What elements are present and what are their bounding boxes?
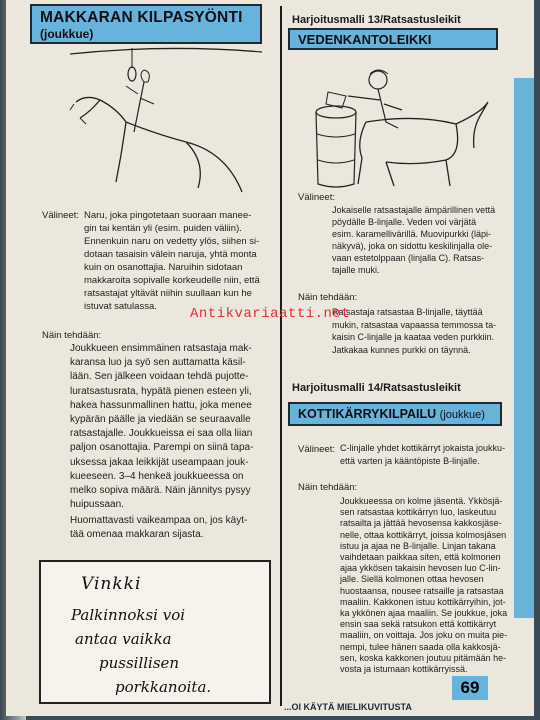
left-title: MAKKARAN KILPASYÖNTI bbox=[40, 9, 243, 26]
right-valineet-text bbox=[332, 204, 495, 276]
right-tehdaan14-label: Näin tehdään: bbox=[298, 482, 358, 493]
text-line: Jokaiselle ratsastajalle ämpärillinen vettä bbox=[332, 205, 496, 215]
text-line: Ratsastaja ratsastaa B-linjalle, täyttää bbox=[332, 307, 483, 317]
text-line: huostaansa, nousee ratsaille ja ratsastaa bbox=[340, 585, 504, 596]
left-huom-text bbox=[70, 514, 247, 542]
right-tehdaan-text bbox=[332, 306, 496, 356]
text-line: gin tai kentän yli (esim. puiden väliin). bbox=[84, 223, 242, 234]
right-header-13: Harjoitusmalli 13/Ratsastusleikit bbox=[292, 14, 461, 26]
text-line: kueeseen. 3–4 henkeä joukkueessa on bbox=[70, 470, 244, 482]
book-page bbox=[6, 0, 534, 716]
text-line: ajaa ykkösen takaisin hevosen luo C-lin- bbox=[340, 563, 501, 574]
text-line: istuvat satulassa. bbox=[84, 301, 157, 312]
text-line: luratsastusrata, hypätä pienen esteen yli, bbox=[70, 385, 252, 397]
text-line: lään. Sen jälkeen voidaan tehdä pujotte- bbox=[70, 371, 249, 383]
text-line: näkyvä), joka on sidottu keskilinjalla ole- bbox=[332, 241, 493, 251]
text-line: C-linjalle yhdet kottikärryt jokaista joukku- bbox=[340, 443, 506, 453]
text-line: ratsailta ja jättää hevosensa kakkosjäse- bbox=[340, 518, 502, 529]
text-line: Joukkueessa on kolme jäsentä. Ykkösjä- bbox=[340, 496, 503, 506]
note-title: Vinkki bbox=[81, 574, 142, 594]
text-line: dotaan tasaisin välein naruja, yhtä monta bbox=[84, 249, 257, 260]
text-line: mukin, ratsastaa vapaassa temmossa ta- bbox=[332, 319, 497, 330]
text-line: huipussaan. bbox=[70, 499, 124, 511]
note-line: antaa vaikka bbox=[75, 630, 172, 648]
text-line: kypärän päälle ja viedään se seuraavalle bbox=[70, 414, 251, 426]
text-line: että varten ja kääntöpiste B-linjalle. bbox=[340, 455, 480, 466]
handwritten-note bbox=[39, 560, 271, 704]
text-line: ratsastajalle. Joukkueissa ei saa olla liian bbox=[70, 428, 253, 440]
text-line: sen, koska kakkonen joutuu pitämään he- bbox=[340, 652, 507, 663]
text-line: esim. karamellivärillä. Muovipurkki (läpi- bbox=[332, 229, 492, 239]
horse-sausage-illustration bbox=[66, 42, 266, 197]
text-line: tää omenaa makkaran sijasta. bbox=[70, 529, 204, 540]
text-line: Joukkueen ensimmäinen ratsastaja mak- bbox=[70, 343, 252, 354]
text-line: tajalle muki. bbox=[332, 265, 380, 275]
column-divider bbox=[280, 6, 282, 706]
right-valineet14-label: Välineet: bbox=[298, 444, 335, 455]
water-carry-illustration bbox=[306, 62, 496, 190]
note-line: pussillisen bbox=[99, 654, 180, 672]
text-line: ka ykkönen ajaa maaliin. Se joukkue, joka bbox=[340, 608, 508, 619]
text-line: ensin saa sekä ratsukon että kottikärryt bbox=[340, 619, 497, 630]
right-valineet14-text bbox=[340, 442, 505, 467]
left-tehdaan-text bbox=[70, 342, 253, 512]
right-tehdaan-label: Näin tehdään: bbox=[298, 292, 358, 303]
text-line: Huomattavasti vaikeampaa on, jos käyt- bbox=[70, 515, 248, 526]
page-number: 69 bbox=[452, 676, 488, 700]
text-line: Jatkakaa kunnes purkki on täynnä. bbox=[332, 344, 471, 355]
left-subtitle: (joukkue) bbox=[40, 27, 94, 41]
right-title-14: KOTTIKÄRRYKILPAILU bbox=[298, 407, 437, 421]
text-line: ratsastajat yltävät niihin suullaan kun he bbox=[84, 288, 252, 299]
text-line: makkaroita sopivalle korkeudelle niin, että bbox=[84, 275, 260, 286]
text-line: kaisin C-linjalle ja kaataa veden purkkiin. bbox=[332, 332, 495, 342]
text-line: kuin on osanottajia. Naruihin sidotaan bbox=[84, 262, 243, 273]
text-line: melko sopiva määrä. Näin jännitys pysyy bbox=[70, 485, 251, 497]
text-line: vaan estetolppaan (linjalla C). Ratsas- bbox=[332, 253, 485, 263]
right-title-13: VEDENKANTOLEIKKI bbox=[288, 28, 498, 50]
right-title-14-box bbox=[288, 402, 502, 426]
right-header-14: Harjoitusmalli 14/Ratsastusleikit bbox=[292, 382, 461, 394]
text-line: uksessa jakaa leikkijät useampaan jouk- bbox=[70, 456, 249, 468]
text-line: pöydälle B-linjalle. Veden voi värjätä bbox=[332, 217, 477, 227]
text-line: sen ratsastaa kottikärryn luo, laskeutuu bbox=[340, 507, 497, 518]
left-valineet-text bbox=[84, 209, 260, 313]
bottom-banner-text: ...OI KÄYTÄ MIELIKUVITUSTA bbox=[284, 702, 412, 712]
text-line: karansa luo ja syö sen auttamatta käsil- bbox=[70, 357, 246, 369]
text-line: Naru, joka pingotetaan suoraan manee- bbox=[84, 210, 252, 221]
text-line: nempi, tulee hänen saada olla kakkosjä- bbox=[340, 641, 501, 652]
note-line: porkkanoita. bbox=[115, 678, 212, 696]
text-line: jalle. Siellä kolmonen ottaa hevosen bbox=[340, 574, 484, 585]
text-line: vosta ja istumaan kottikärryissä. bbox=[340, 664, 468, 675]
right-title-14-suffix: (joukkue) bbox=[439, 409, 485, 421]
text-line: vaihdetaan paikkaa siten, että kolmonen bbox=[340, 552, 501, 563]
text-line: nelle, ottaa kottikärryt, joissa kolmosjäsen bbox=[340, 529, 507, 540]
right-valineet-label: Välineet: bbox=[298, 192, 335, 203]
text-line: maaliin. Kakkonen istuu kottikärryihin, jot- bbox=[340, 596, 506, 607]
text-line: istuu ja ajaa ne B-linjalle. Linjan takana bbox=[340, 540, 496, 551]
text-line: hakea hassunmallinen hattu, joka menee bbox=[70, 399, 252, 411]
text-line: maaliin, on voittaja. Jos joku on muita pie- bbox=[340, 630, 508, 641]
watermark: Antikvariaatti.net bbox=[190, 306, 351, 322]
left-valineet-label: Välineet: bbox=[42, 210, 79, 221]
text-line: paljon osanottajia. Parempi on siinä tapa- bbox=[70, 442, 254, 454]
left-title-box bbox=[30, 4, 262, 44]
blue-edge-tab bbox=[514, 78, 534, 618]
right-tehdaan14-text bbox=[340, 496, 507, 675]
note-line: Palkinnoksi voi bbox=[71, 606, 186, 624]
left-tehdaan-label: Näin tehdään: bbox=[42, 330, 102, 341]
text-line: Ennenkuin naru on vedetty ylös, siihen si- bbox=[84, 236, 260, 247]
